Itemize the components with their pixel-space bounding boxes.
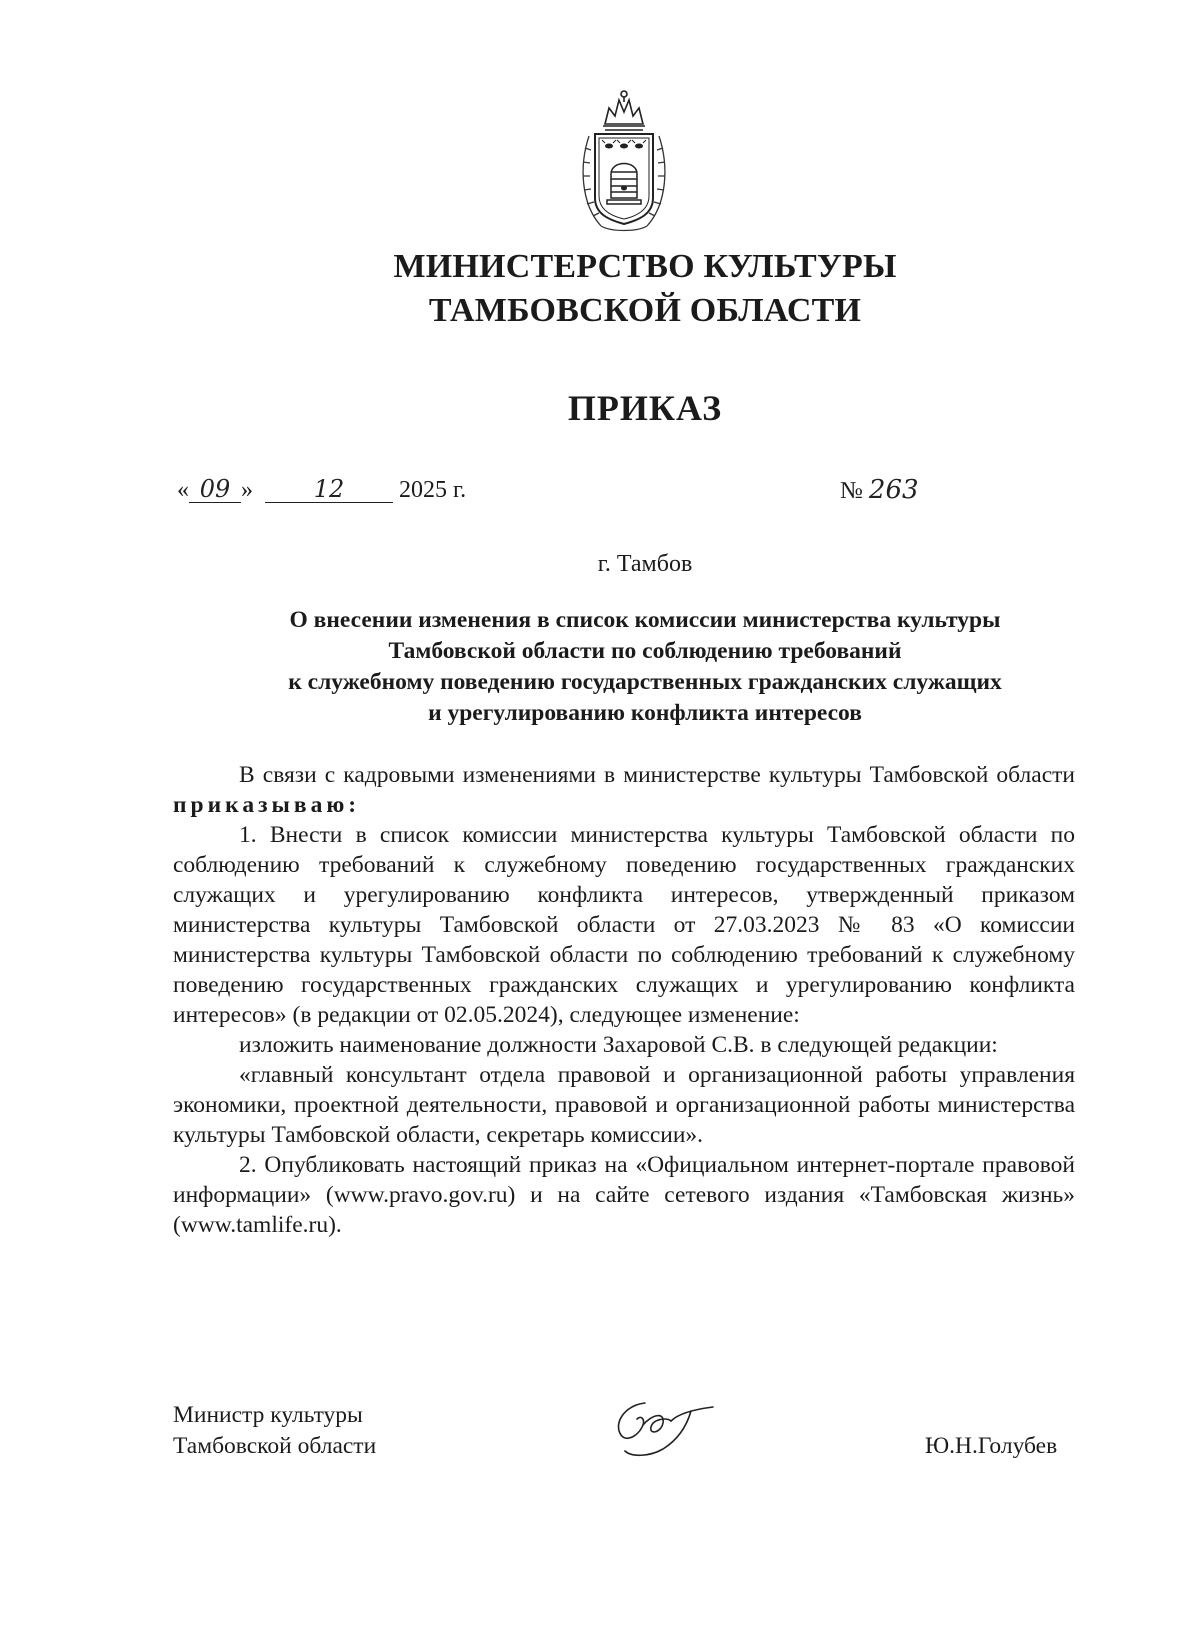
item-2-paragraph: 2. Опубликовать настоящий приказ на «Официальном интернет-портале правовой информации» (www.pravo.gov.ru) и на сайте сетевого издания «Тамбовская жизнь» (www.tamlife.ru). bbox=[173, 1152, 1075, 1238]
date-quote-open: « bbox=[177, 477, 189, 503]
intro-text: В связи с кадровыми изменениями в министерстве культуры Тамбовской области bbox=[239, 762, 1075, 788]
handwritten-signature bbox=[605, 1395, 725, 1461]
subject-line: Тамбовской области по соблюдению требований bbox=[388, 638, 902, 664]
signatory-position-line2: Тамбовской области bbox=[173, 1433, 377, 1459]
order-number bbox=[840, 474, 919, 507]
order-subject bbox=[200, 605, 1090, 729]
order-year-suffix: г. bbox=[453, 477, 467, 503]
order-year: 2025 bbox=[399, 477, 447, 503]
signatory-name: Ю.Н.Голубев bbox=[925, 1433, 1058, 1459]
ministry-name-line1: МИНИСТЕРСТВО КУЛЬТУРЫ bbox=[393, 248, 897, 285]
signatory-position bbox=[173, 1400, 376, 1462]
ministry-name-line2: ТАМБОВСКОЙ ОБЛАСТИ bbox=[428, 292, 862, 329]
document-type-title: ПРИКАЗ bbox=[567, 388, 723, 428]
item-1-quote-paragraph: «главный консультант отдела правовой и организационной работы управления экономики, проектной деятельности, правовой и организационной работы министерства культуры Тамбовской области, секретарь комиссии». bbox=[173, 1062, 1075, 1148]
subject-line: О внесении изменения в список комиссии министерства культуры bbox=[289, 607, 1001, 633]
subject-line: и урегулированию конфликта интересов bbox=[428, 700, 862, 726]
command-word: приказываю: bbox=[173, 792, 361, 818]
order-body bbox=[173, 760, 1075, 1240]
intro-paragraph bbox=[173, 760, 1075, 820]
item-1-paragraph: 1. Внести в список комиссии министерства культуры Тамбовской области по соблюдению требований к служебному поведению государственных гражданских служащих и урегулированию конфликта интересов, утвержденный приказом министерства культуры Тамбовской области от 27.03.2023 № 83 «О комиссии министерства культуры Тамбовской области по соблюдению требований к служебному поведению государственных гражданских служащих и урегулированию конфликта интересов» (в редакции от 02.05.2024), следующее изменение: bbox=[173, 822, 1075, 1028]
coat-of-arms-emblem bbox=[575, 86, 673, 236]
signatory-position-line1: Министр культуры bbox=[173, 1402, 363, 1428]
order-month-handwritten: 12 bbox=[265, 476, 393, 503]
date-quote-close: » bbox=[241, 477, 253, 503]
order-number-handwritten: 263 bbox=[868, 475, 919, 505]
order-number-label: № bbox=[840, 478, 863, 504]
order-date bbox=[177, 474, 466, 506]
item-1-change-paragraph: изложить наименование должности Захаровой С.В. в следующей редакции: bbox=[239, 1032, 998, 1058]
order-day-handwritten: 09 bbox=[189, 476, 241, 503]
subject-line: к служебному поведению государственных гражданских служащих bbox=[288, 669, 1002, 695]
order-city: г. Тамбов bbox=[597, 551, 693, 577]
